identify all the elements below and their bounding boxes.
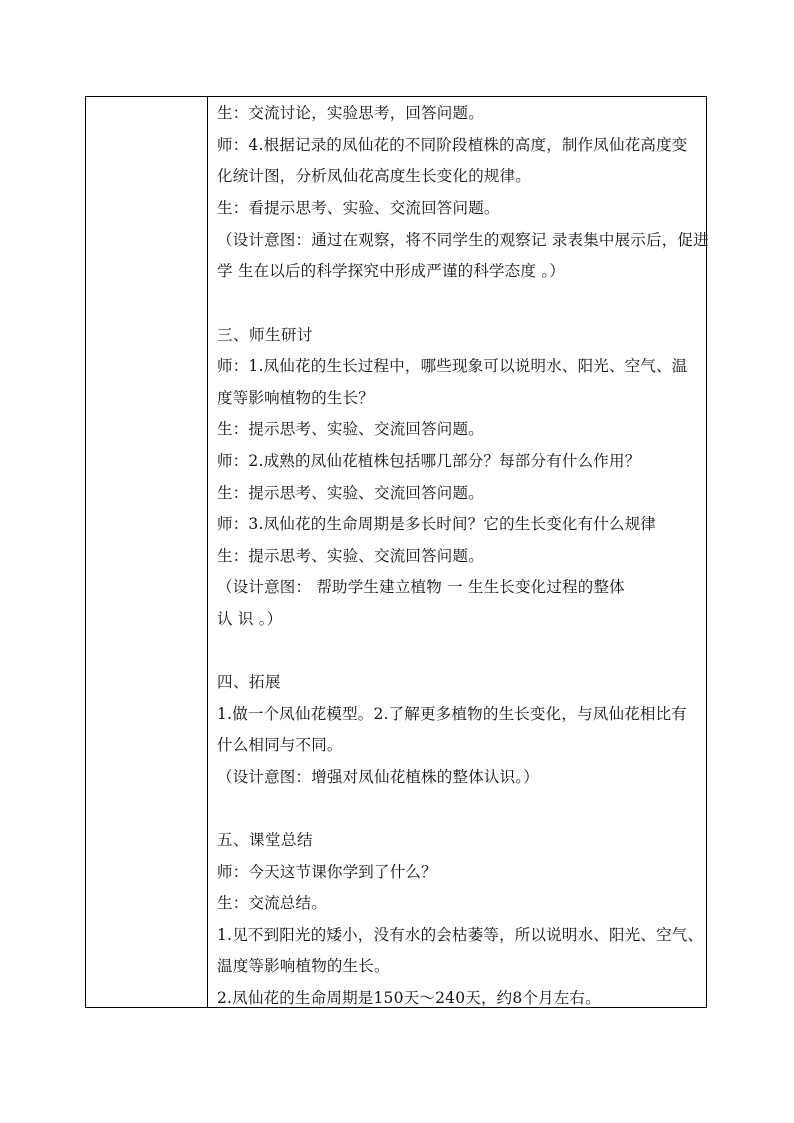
table-content-cell (208, 97, 709, 1007)
text-line: 师：2.成熟的凤仙花植株包括哪几部分？每部分有什么作用？ (217, 452, 641, 470)
section-heading-summary: 五、课堂总结 (217, 831, 314, 849)
text-line: 生：提示思考、实验、交流回答问题。 (217, 547, 484, 565)
text-line: （设计意图： 帮助学生建立植物 一 生生长变化过程的整体 (217, 578, 625, 596)
text-line: 什么相同与不同。 (217, 736, 343, 754)
section-heading-extension: 四、拓展 (217, 673, 282, 691)
text-line: 2.凤仙花的生命周期是150天～240天，约8个月左右。 (217, 989, 601, 1007)
text-line: 生：交流总结。 (217, 894, 327, 912)
text-line: 师：1.凤仙花的生长过程中，哪些现象可以说明水、阳光、空气、温 (217, 357, 688, 375)
text-line: 学 生在以后的科学探究中形成严谨的科学态度 。） (217, 262, 565, 280)
table-left-cell (86, 97, 208, 1007)
text-line: （设计意图：通过在观察，将不同学生的观察记 录表集中展示后，促进 (217, 231, 709, 249)
text-line: 生：提示思考、实验、交流回答问题。 (217, 484, 484, 502)
text-line: 师：今天这节课你学到了什么？ (217, 863, 437, 881)
text-line: 1.做一个凤仙花模型。2.了解更多植物的生长变化，与凤仙花相比有 (217, 705, 687, 723)
text-line: （设计意图：增强对凤仙花植株的整体认识。） (217, 768, 539, 786)
text-line: 生：交流讨论，实验思考，回答问题。 (217, 104, 484, 122)
section-heading-discussion: 三、师生研讨 (217, 326, 314, 344)
text-line: 师：4.根据记录的凤仙花的不同阶段植株的高度，制作凤仙花高度变 (217, 136, 688, 154)
text-line: 生：提示思考、实验、交流回答问题。 (217, 420, 484, 438)
text-line: 师：3.凤仙花的生命周期是多长时间？它的生长变化有什么规律 (217, 515, 657, 533)
text-line: 生：看提示思考、实验、交流回答问题。 (217, 199, 500, 217)
text-line: 度等影响植物的生长？ (217, 389, 375, 407)
text-line: 温度等影响植物的生长。 (217, 957, 390, 975)
lesson-table (85, 96, 707, 1008)
text-line: 认 识 。） (217, 610, 283, 628)
text-line: 化统计图，分析凤仙花高度生长变化的规律。 (217, 167, 532, 185)
text-line: 1.见不到阳光的矮小，没有水的会枯萎等，所以说明水、阳光、空气、 (217, 926, 704, 944)
